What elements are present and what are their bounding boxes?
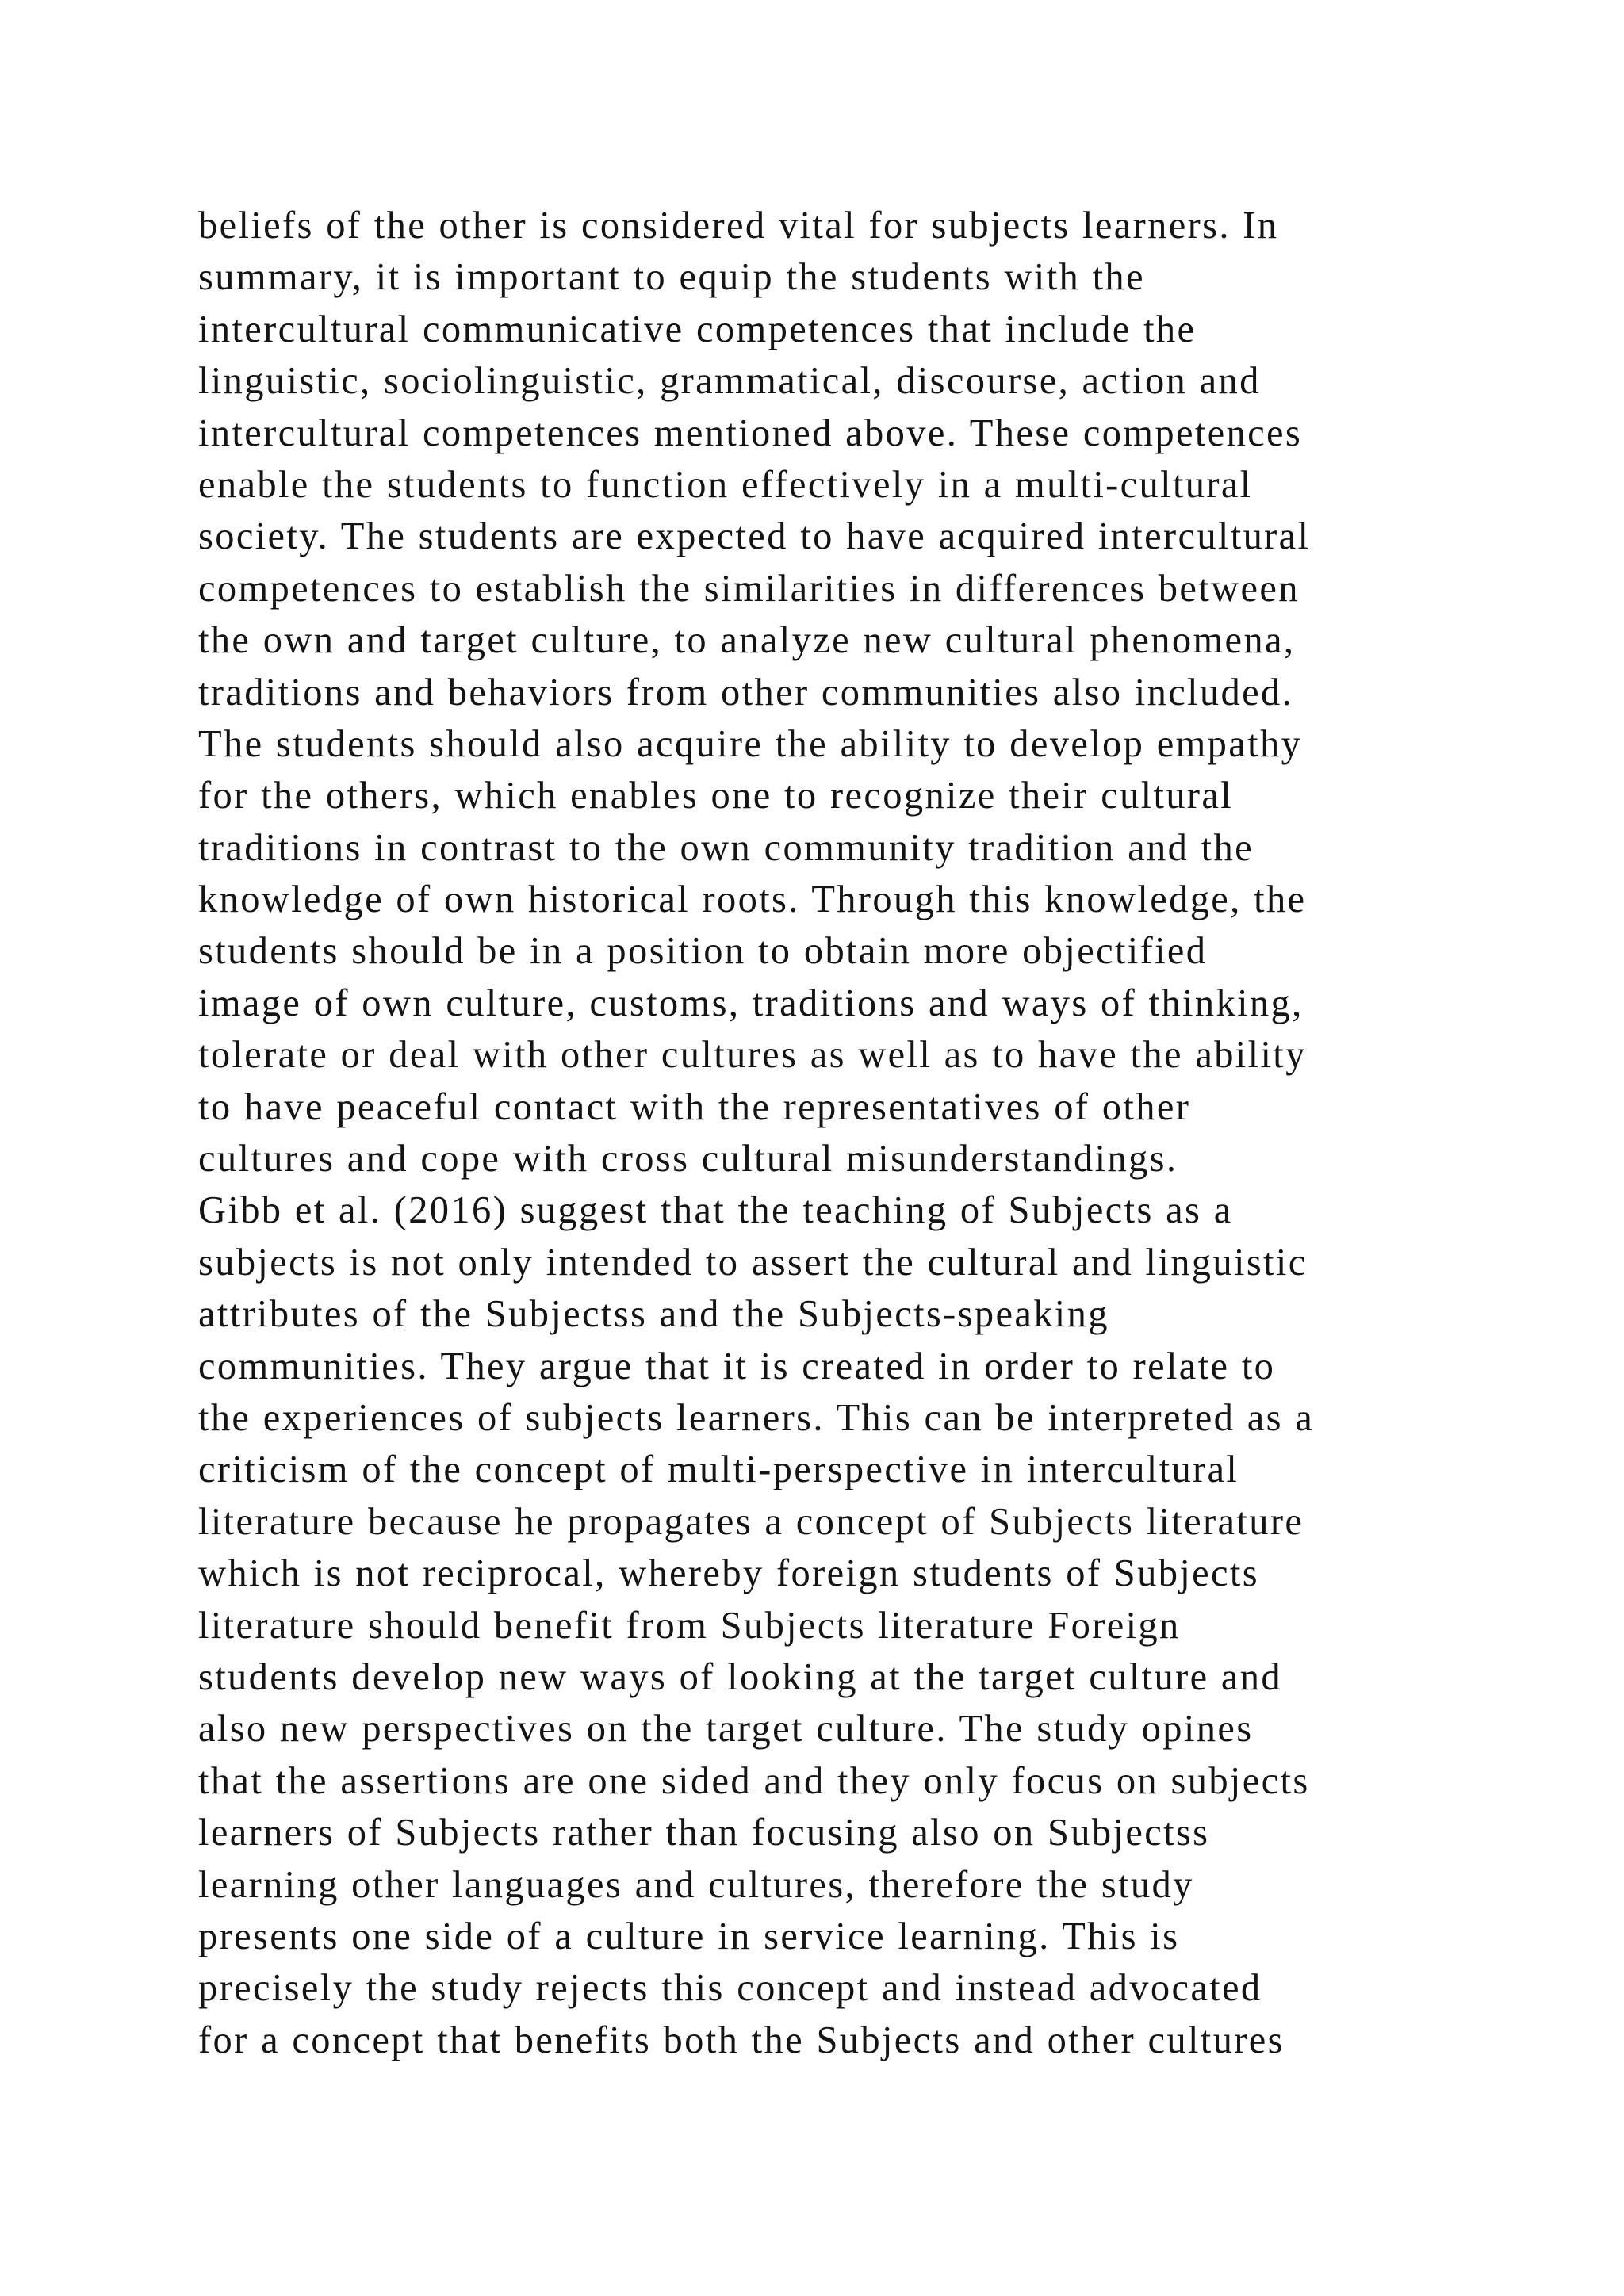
text-line: presents one side of a culture in service learning. This is bbox=[198, 1915, 1180, 1957]
text-line: students develop new ways of looking at the target culture and bbox=[198, 1655, 1282, 1698]
text-line: tolerate or deal with other cultures as well as to have the ability bbox=[198, 1034, 1307, 1077]
text-line: The students should also acquire the ability to develop empathy bbox=[198, 722, 1303, 765]
text-line: for a concept that benefits both the Subjects and other cultures bbox=[198, 2019, 1285, 2061]
text-line: knowledge of own historical roots. Through this knowledge, the bbox=[198, 878, 1307, 921]
text-line: learning other languages and cultures, therefore the study bbox=[198, 1863, 1194, 1906]
text-line: literature because he propagates a concept of Subjects literature bbox=[198, 1500, 1304, 1543]
text-line: the own and target culture, to analyze new cultural phenomena, bbox=[198, 619, 1296, 662]
text-line: traditions in contrast to the own community tradition and the bbox=[198, 826, 1254, 869]
text-line: traditions and behaviors from other communities also included. bbox=[198, 671, 1294, 714]
text-line: image of own culture, customs, traditions and ways of thinking, bbox=[198, 982, 1304, 1024]
text-line: subjects is not only intended to assert the cultural and linguistic bbox=[198, 1241, 1308, 1284]
text-line: students should be in a position to obtain more objectified bbox=[198, 930, 1208, 973]
text-line: the experiences of subjects learners. This can be interpreted as a bbox=[198, 1396, 1315, 1439]
text-line: enable the students to function effectively in a multi-cultural bbox=[198, 463, 1253, 506]
text-line: communities. They argue that it is created in order to relate to bbox=[198, 1345, 1276, 1387]
text-line: linguistic, sociolinguistic, grammatical, discourse, action and bbox=[198, 360, 1261, 403]
text-line: for the others, which enables one to recognize their cultural bbox=[198, 775, 1234, 817]
text-line: Gibb et al. (2016) suggest that the teaching of Subjects as a bbox=[198, 1189, 1233, 1232]
text-line: criticism of the concept of multi-perspective in intercultural bbox=[198, 1448, 1239, 1491]
text-line: competences to establish the similarities in differences between bbox=[198, 567, 1300, 610]
text-line: intercultural competences mentioned above. These competences bbox=[198, 411, 1303, 454]
text-line: society. The students are expected to have acquired intercultural bbox=[198, 515, 1311, 558]
text-line: summary, it is important to equip the students with the bbox=[198, 256, 1145, 299]
text-line: to have peaceful contact with the representatives of other bbox=[198, 1085, 1191, 1128]
text-line: cultures and cope with cross cultural misunderstandings. bbox=[198, 1138, 1178, 1181]
text-line: literature should benefit from Subjects literature Foreign bbox=[198, 1604, 1181, 1647]
text-line: that the assertions are one sided and they only focus on subjects bbox=[198, 1759, 1310, 1802]
text-line: intercultural communicative competences that include the bbox=[198, 308, 1197, 350]
text-line: precisely the study rejects this concept and instead advocated bbox=[198, 1967, 1262, 2010]
text-line: which is not reciprocal, whereby foreign students of Subjects bbox=[198, 1552, 1259, 1595]
text-line: also new perspectives on the target culture. The study opines bbox=[198, 1708, 1254, 1751]
text-line: attributes of the Subjectss and the Subjects-speaking bbox=[198, 1293, 1109, 1336]
text-line: learners of Subjects rather than focusing also on Subjectss bbox=[198, 1812, 1210, 1854]
text-line: beliefs of the other is considered vital for subjects learners. In bbox=[198, 205, 1279, 247]
body-text bbox=[198, 200, 1507, 2066]
